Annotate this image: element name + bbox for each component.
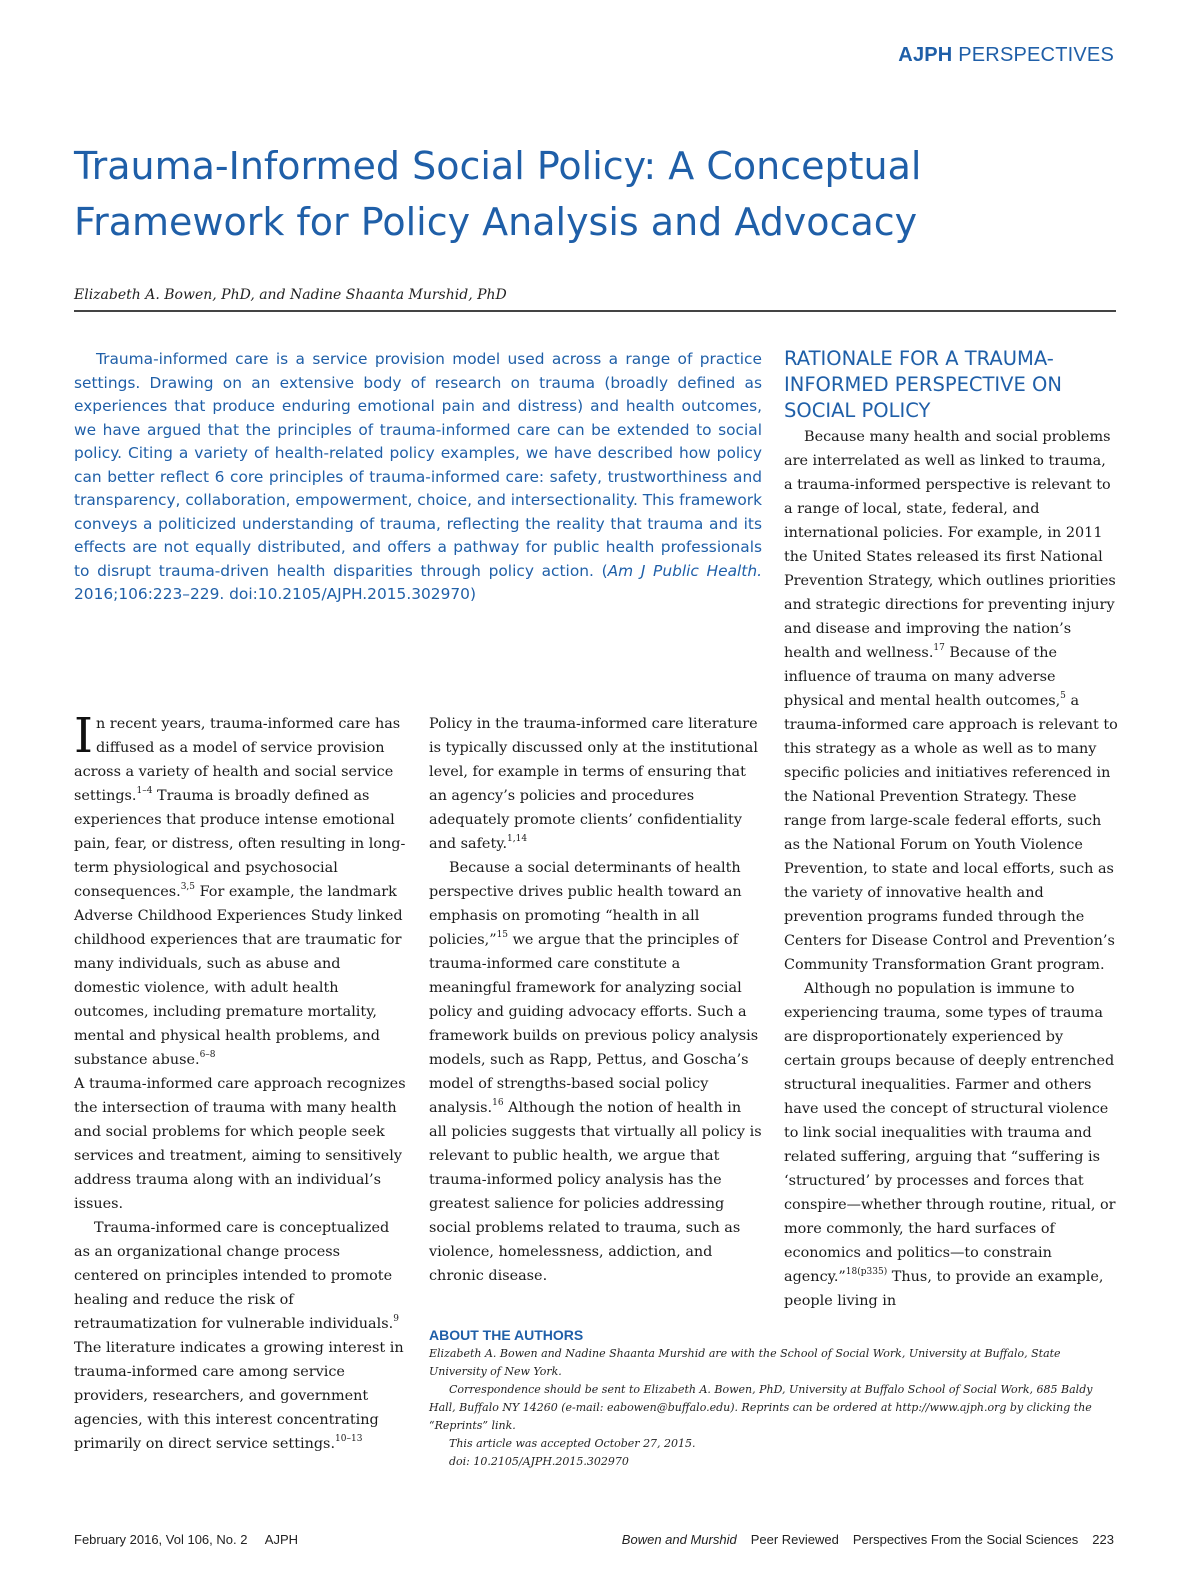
citation-superscript: 9 [393, 1314, 399, 1325]
citation-superscript: 5 [1060, 691, 1066, 702]
paragraph [74, 1216, 406, 1456]
text-run: Trauma-informed care is conceptualized as an organizational change process centered on principles intended to promote healing and reduce the risk of retraumatization for vulnerable individuals. [74, 1220, 394, 1332]
text-run: a trauma-informed care approach is relevant to this strategy as a whole as well as to many specific policies and initiatives referenced in the National Prevention Strategy. These range from large-scale federal efforts, such as the National Forum on Youth Violence Prevention, to state and local efforts, such as the variety of innovative health and prevention programs funded through the Centers for Disease Control and Prevention’s Community Transformation Grant program. [784, 693, 1118, 973]
article-doi: doi: 10.2105/AJPH.2015.302970 [449, 1455, 629, 1468]
about-the-authors [429, 1325, 1119, 1471]
footer-authors: Bowen and Murshid [621, 1532, 737, 1547]
footer-issue-info: February 2016, Vol 106, No. 2 AJPH [74, 1532, 299, 1547]
citation-superscript: 3,5 [180, 882, 196, 893]
author-line: Elizabeth A. Bowen, PhD, and Nadine Shaanta Murshid, PhD [74, 287, 507, 303]
text-run: Trauma is broadly defined as experiences that produce intense emotional pain, fear, or distress, often resulting in long-term physiological and psychosocial consequences. [74, 788, 406, 900]
page-number: 223 [1092, 1532, 1114, 1547]
body-column-3 [784, 425, 1118, 1313]
text-run: Because a social determinants of health perspective drives public health toward an emphasis on promoting “health in all policies,” [429, 860, 742, 948]
journal-section: PERSPECTIVES [958, 44, 1114, 66]
citation-superscript: 17 [933, 643, 945, 654]
correspondence-note: Correspondence should be sent to Elizabeth A. Bowen, PhD, University at Buffalo School of Social Work, 685 Baldy Hall, Buffalo NY 14260 (e-mail: eabowen@buffalo.edu). Reprints can be ordered at http://www.ajph.org by clicking the “Reprints” link. [429, 1383, 1093, 1432]
citation-superscript: 6–8 [199, 1050, 216, 1061]
paragraph [784, 977, 1118, 1313]
text-run: Because of the influence of trauma on many adverse physical and mental health outcomes, [784, 645, 1061, 709]
text-run: Thus, to provide an example, people living in [784, 1269, 1104, 1309]
about-heading: ABOUT THE AUTHORS [429, 1327, 584, 1343]
citation-superscript: 10–13 [335, 1434, 363, 1445]
citation-superscript: 16 [492, 1098, 504, 1109]
abstract-text: Trauma-informed care is a service provision model used across a range of practice settings. Drawing on an extensive body of research on trauma (broadly defined as experiences that produce enduring emotional pain and distress) and health outcomes, we have argued that the principles of trauma-informed care can be extended to social policy. Citing a variety of health-related policy examples, we have described how policy can better reflect 6 core principles of trauma-informed care: safety, trustworthiness and transparency, collaboration, empowerment, choice, and intersectionality. This framework conveys a politicized understanding of trauma, reflecting the reality that trauma and its effects are not equally distributed, and offers a pathway for public health professionals to disrupt trauma-driven health disparities through policy action. [74, 350, 762, 580]
paragraph [74, 708, 406, 1072]
paragraph [429, 712, 763, 856]
article-title: Trauma-Informed Social Policy: A Conceptual Framework for Policy Analysis and Advocacy [74, 144, 922, 244]
citation-superscript: 15 [496, 930, 509, 941]
abstract-cite-rest: 2016;106:223–229. doi:10.2105/AJPH.2015.302970) [74, 585, 476, 603]
text-run: Although the notion of health in all policies suggests that virtually all policy is relevant to public health, we argue that trauma-informed policy analysis has the greatest salience for policies addressing social problems related to trauma, such as violence, homelessness, addiction, and chronic disease. [429, 1100, 762, 1284]
text-run: n recent years, trauma-informed care has diffused as a model of service provision across a variety of health and social service settings. [74, 716, 401, 804]
journal-brand: AJPH [898, 44, 953, 66]
footer-category: Perspectives From the Social Sciences [852, 1532, 1079, 1547]
drop-cap: I [74, 708, 93, 764]
text-run: The literature indicates a growing interest in trauma-informed care among service providers, researchers, and government agencies, with this interest concentrating primarily on direct service settings. [74, 1340, 404, 1452]
citation-superscript: 18(p335) [845, 1267, 888, 1278]
text-run: Although no population is immune to experiencing trauma, some types of trauma are disproportionately experienced by certain groups because of deeply entrenched structural inequalities. Farmer and others have used the concept of structural violence to link social inequalities with trauma and related suffering, arguing that “suffering is ‘structured’ by processes and forces that conspire—whether through routine, ritual, or more commonly, the hard surfaces of economics and politics—to constrain agency.” [784, 981, 1116, 1285]
title-divider [74, 310, 1116, 312]
accepted-date: This article was accepted October 27, 2015. [449, 1437, 696, 1450]
text-run: Because many health and social problems are interrelated as well as linked to trauma, a trauma-informed perspective is relevant to a range of local, state, federal, and international policies. For example, in 2011 the United States released its first National Prevention Strategy, which outlines priorities and strategic directions for preventing injury and disease and improving the nation’s health and wellness. [784, 429, 1116, 661]
footer-article-info [608, 1532, 1114, 1547]
abstract-cite-journal: Am J Public Health. [607, 561, 762, 580]
text-run: For example, the landmark Adverse Childhood Experiences Study linked childhood experiences that are traumatic for many individuals, such as abuse and domestic violence, with adult health outcomes, including premature mortality, mental and physical health problems, and substance abuse. [74, 884, 403, 1068]
text-run: we argue that the principles of trauma-informed care constitute a meaningful framework for analyzing social policy and guiding advocacy efforts. Such a framework builds on previous policy analysis models, such as Rapp, Pettus, and Goscha’s model of strengths-based social policy analysis. [429, 932, 759, 1116]
citation-superscript: 1–4 [136, 786, 153, 797]
footer-peer-reviewed: Peer Reviewed [750, 1532, 839, 1547]
journal-section-header [898, 44, 1114, 67]
abstract-cite-open: ( [601, 561, 608, 580]
paragraph [429, 856, 763, 1288]
body-column-2 [429, 712, 763, 1288]
citation-superscript: 1,14 [507, 834, 528, 845]
author-affiliation: Elizabeth A. Bowen and Nadine Shaanta Murshid are with the School of Social Work, University at Buffalo, State University of New York. [429, 1347, 1061, 1378]
paragraph: A trauma-informed care approach recognizes the intersection of trauma with many health and social problems for which people seek services and treatment, aiming to sensitively address trauma along with an individual’s issues. [74, 1076, 406, 1212]
paragraph [784, 425, 1118, 977]
abstract [74, 348, 762, 607]
section-heading: RATIONALE FOR A TRAUMA-INFORMED PERSPECTIVE ON SOCIAL POLICY [784, 347, 1062, 422]
body-column-1 [74, 708, 406, 1456]
text-run: Policy in the trauma-informed care literature is typically discussed only at the institutional level, for example in terms of ensuring that an agency’s policies and procedures adequately promote clients’ confidentiality and safety. [429, 716, 758, 852]
